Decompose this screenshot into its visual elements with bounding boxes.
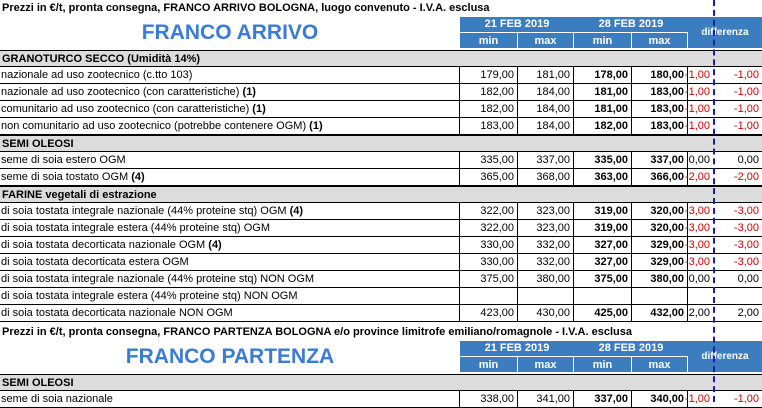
- value-cell: -1,00: [684, 120, 710, 132]
- row-label-text: di soia tostata integrale estera (44% proteine stq) OGM: [1, 222, 271, 234]
- row-label: [1, 84, 460, 100]
- row-label: [1, 271, 460, 287]
- value-cell: 332,00: [518, 237, 574, 253]
- value-cell: -2,00: [684, 171, 710, 183]
- row-label: [1, 203, 460, 219]
- row-label: [1, 118, 460, 134]
- value-cell: -3,00: [684, 205, 710, 217]
- table-row: [0, 391, 762, 408]
- value-cell: 0,00: [688, 273, 710, 285]
- value-cell: -1,00: [733, 86, 759, 98]
- row-label-text: seme di soia estero OGM: [1, 154, 126, 166]
- value-cell: 337,00: [518, 152, 574, 168]
- section-title: GRANOTURCO SECCO (Umidità 14%): [2, 53, 201, 65]
- value-cell: 319,00: [574, 220, 632, 236]
- value-cell: 432,00: [632, 305, 688, 321]
- value-cell: 425,00: [574, 305, 632, 321]
- table-row: [0, 67, 762, 84]
- value-cell: 183,00: [460, 118, 518, 134]
- value-cell: 329,00: [632, 254, 688, 270]
- value-cell: -2,00: [733, 171, 759, 183]
- section-title: SEMI OLEOSI: [2, 138, 74, 150]
- section-header: [0, 374, 762, 391]
- value-cell: 335,00: [574, 152, 632, 168]
- value-cell: 181,00: [518, 67, 574, 83]
- value-cell: -3,00: [733, 256, 759, 268]
- value-cell: 332,00: [518, 254, 574, 270]
- value-cell: 182,00: [460, 101, 518, 117]
- arrivo-date1-header: 21 FEB 2019: [460, 17, 575, 32]
- value-cell: -3,00: [684, 239, 710, 251]
- value-cell: 365,00: [460, 169, 518, 185]
- value-cell: -1,00: [733, 120, 759, 132]
- value-cell: 363,00: [574, 169, 632, 185]
- arrivo-diff-header: differenza: [688, 17, 762, 48]
- row-label-note: (4): [208, 239, 222, 251]
- table-row: [0, 305, 762, 322]
- table-row: [0, 237, 762, 254]
- row-label: [1, 220, 460, 236]
- partenza-title: FRANCO PARTENZA: [125, 345, 335, 368]
- row-label-text: di soia tostata decorticata estera OGM: [1, 256, 189, 268]
- arrivo-min-header-1: min: [460, 32, 518, 48]
- value-cell: 183,00: [632, 84, 688, 100]
- table-row: [0, 254, 762, 271]
- value-cell: 327,00: [574, 254, 632, 270]
- arrivo-note: Prezzi in €/t, pronta consegna, FRANCO ARRIVO BOLOGNA, luogo convenuto - I.V.A. esclusa: [2, 2, 490, 14]
- value-cell: 338,00: [460, 391, 518, 407]
- partenza-note: Prezzi in €/t, pronta consegna, FRANCO PARTENZA BOLOGNA e/o province limitrofe emiliano/romagnole - I.V.A. esclusa: [2, 326, 632, 338]
- row-label: [1, 152, 460, 168]
- table-row: [0, 169, 762, 186]
- row-label-note: (4): [131, 171, 145, 183]
- value-cell: [574, 288, 632, 304]
- value-cell: 323,00: [518, 203, 574, 219]
- value-cell: 181,00: [574, 84, 632, 100]
- section-header: [0, 186, 762, 203]
- partenza-date1-header: 21 FEB 2019: [460, 341, 575, 356]
- row-label-text: di soia tostata integrale nazionale (44% proteine stq) OGM: [1, 205, 290, 217]
- row-label-text: di soia tostata integrale estera (44% proteine stq) NON OGM: [1, 290, 298, 302]
- partenza-min-header-3: min: [574, 356, 632, 372]
- value-cell: 323,00: [518, 220, 574, 236]
- value-cell: 330,00: [460, 237, 518, 253]
- value-cell: 330,00: [460, 254, 518, 270]
- value-cell: [713, 288, 762, 304]
- row-label: [1, 288, 460, 304]
- partenza-max-header-2: max: [518, 356, 574, 372]
- table-row: [0, 84, 762, 101]
- section-header: [0, 135, 762, 152]
- table-row: [0, 101, 762, 118]
- arrivo-title: FRANCO ARRIVO: [141, 21, 319, 44]
- value-cell: 0,00: [688, 154, 710, 166]
- table-row: [0, 220, 762, 237]
- value-cell: 184,00: [518, 118, 574, 134]
- partenza-note-row: [0, 324, 762, 341]
- value-cell: -1,00: [684, 103, 710, 115]
- value-cell: 181,00: [574, 101, 632, 117]
- value-cell: 366,00: [632, 169, 688, 185]
- arrivo-max-header-4: max: [632, 32, 688, 48]
- value-cell: -1,00: [733, 103, 759, 115]
- table-row: [0, 118, 762, 135]
- value-cell: 178,00: [574, 67, 632, 83]
- value-cell: -3,00: [684, 222, 710, 234]
- value-cell: 183,00: [632, 118, 688, 134]
- section-title: SEMI OLEOSI: [2, 377, 74, 389]
- value-cell: -1,00: [684, 86, 710, 98]
- value-cell: 320,00: [632, 203, 688, 219]
- value-cell: 375,00: [460, 271, 518, 287]
- row-label-text: comunitario ad uso zootecnico (con caratteristiche): [1, 103, 253, 115]
- row-label-note: (1): [309, 120, 323, 132]
- row-label: [1, 101, 460, 117]
- arrivo-note-row: [0, 0, 762, 17]
- row-label-text: seme di soia nazionale: [1, 393, 113, 405]
- row-label: [1, 237, 460, 253]
- row-label-note: (1): [242, 86, 256, 98]
- value-cell: 184,00: [518, 101, 574, 117]
- value-cell: 322,00: [460, 203, 518, 219]
- row-label-text: nazionale ad uso zootecnico (c.tto 103): [1, 69, 193, 81]
- value-cell: 0,00: [737, 154, 759, 166]
- partenza-date2-header: 28 FEB 2019: [574, 341, 688, 356]
- value-cell: 423,00: [460, 305, 518, 321]
- row-label: [1, 254, 460, 270]
- section-title: FARINE vegetali di estrazione: [2, 189, 157, 201]
- value-cell: 380,00: [632, 271, 688, 287]
- value-cell: 327,00: [574, 237, 632, 253]
- value-cell: 322,00: [460, 220, 518, 236]
- value-cell: [518, 288, 574, 304]
- value-cell: -3,00: [733, 205, 759, 217]
- table-row: [0, 288, 762, 305]
- value-cell: [460, 288, 518, 304]
- row-label-note: (1): [252, 103, 266, 115]
- value-cell: 380,00: [518, 271, 574, 287]
- page-break-line: [713, 0, 715, 402]
- value-cell: -3,00: [684, 256, 710, 268]
- value-cell: -1,00: [684, 69, 710, 81]
- row-label: [1, 305, 460, 321]
- row-label-note: (4): [289, 205, 304, 217]
- row-label: [1, 169, 460, 185]
- row-label-text: di soia tostata decorticata nazionale OGM: [1, 239, 209, 251]
- value-cell: 0,00: [737, 273, 759, 285]
- value-cell: 341,00: [518, 391, 574, 407]
- value-cell: 180,00: [632, 67, 688, 83]
- table-row: [0, 152, 762, 169]
- value-cell: 375,00: [574, 271, 632, 287]
- value-cell: 329,00: [632, 237, 688, 253]
- value-cell: 2,00: [688, 307, 710, 319]
- row-label: [1, 391, 460, 407]
- arrivo-min-header-3: min: [574, 32, 632, 48]
- row-label-text: non comunitario ad uso zootecnico (potrebbe contenere OGM): [1, 120, 310, 132]
- value-cell: -1,00: [733, 69, 759, 81]
- row-label-text: di soia tostata decorticata nazionale NON OGM: [1, 307, 233, 319]
- value-cell: 430,00: [518, 305, 574, 321]
- value-cell: 319,00: [574, 203, 632, 219]
- value-cell: 2,00: [737, 307, 759, 319]
- row-label: [1, 67, 460, 83]
- partenza-max-header-4: max: [632, 356, 688, 372]
- value-cell: 337,00: [574, 391, 632, 407]
- value-cell: 182,00: [460, 84, 518, 100]
- arrivo-max-header-2: max: [518, 32, 574, 48]
- section-header: [0, 50, 762, 67]
- value-cell: 182,00: [574, 118, 632, 134]
- value-cell: 368,00: [518, 169, 574, 185]
- partenza-diff-header: differenza: [688, 341, 762, 372]
- partenza-min-header-1: min: [460, 356, 518, 372]
- table-row: [0, 271, 762, 288]
- row-label-text: seme di soia tostato OGM: [1, 171, 132, 183]
- table-row: [0, 203, 762, 220]
- value-cell: -3,00: [733, 222, 759, 234]
- row-label-text: di soia tostata integrale nazionale (44% proteine stq) NON OGM: [1, 273, 315, 285]
- value-cell: 184,00: [518, 84, 574, 100]
- value-cell: 183,00: [632, 101, 688, 117]
- value-cell: -1,00: [733, 393, 759, 405]
- value-cell: [660, 288, 713, 304]
- value-cell: 179,00: [460, 67, 518, 83]
- value-cell: 340,00: [632, 391, 688, 407]
- value-cell: -3,00: [733, 239, 759, 251]
- value-cell: 335,00: [460, 152, 518, 168]
- value-cell: 337,00: [632, 152, 688, 168]
- row-label-text: nazionale ad uso zootecnico (con caratteristiche): [1, 86, 243, 98]
- arrivo-date2-header: 28 FEB 2019: [574, 17, 688, 32]
- value-cell: -1,00: [684, 393, 710, 405]
- value-cell: 320,00: [632, 220, 688, 236]
